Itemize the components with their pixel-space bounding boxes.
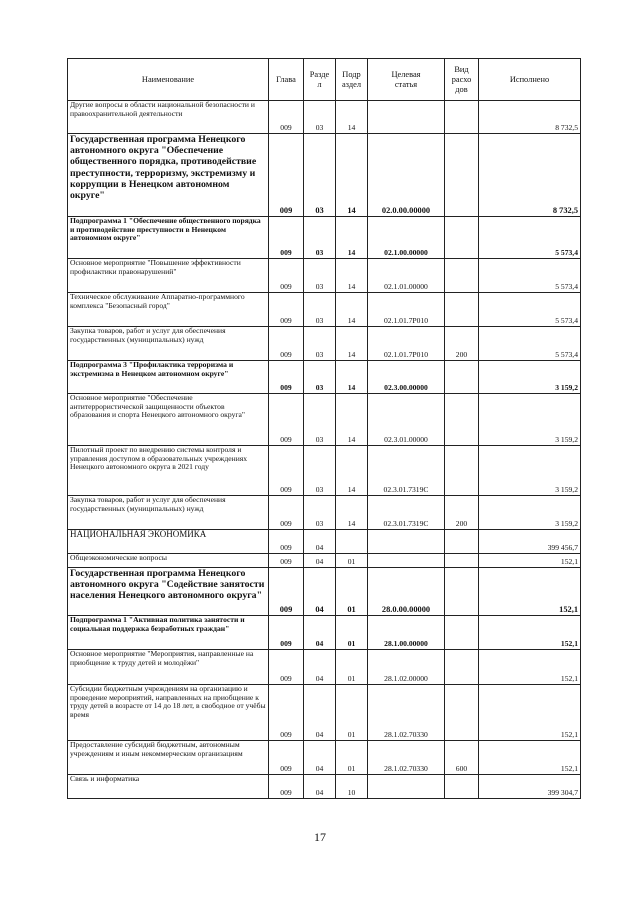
row-name-cell: Подпрограмма 1 "Обеспечение общественного порядка и противодействие преступности в Ненецком автономном округе" [68,217,269,259]
row-chapter-cell: 009 [269,741,304,775]
row-name-cell: Связь и информатика [68,775,269,799]
row-name-cell: Государственная программа Ненецкого автономного округа "Обеспечение общественного порядка, противодействие преступности, терроризму, экстремизму и коррупции в Ненецком автономном округе" [68,134,269,217]
row-target-article-cell: 02.1.01.7Р010 [368,327,445,361]
header-subsection: Подр аздел [336,59,368,101]
row-target-article-cell [368,530,445,554]
row-chapter-cell: 009 [269,616,304,650]
row-target-article-cell [368,101,445,134]
row-subsection-cell: 14 [336,394,368,446]
row-executed-cell: 5 573,4 [479,217,581,259]
row-subsection-cell: 01 [336,685,368,741]
row-target-article-cell: 28.1.02.00000 [368,650,445,685]
row-expense-type-cell [445,775,479,799]
row-subsection-cell [336,530,368,554]
row-target-article-cell: 02.3.01.7319С [368,446,445,496]
row-expense-type-cell: 600 [445,741,479,775]
row-name-cell: Подпрограмма 1 "Активная политика занятости и социальная поддержка безработных граждан" [68,616,269,650]
row-expense-type-cell [445,616,479,650]
row-name-cell: Закупка товаров, работ и услуг для обеспечения государственных (муниципальных) нужд [68,496,269,530]
table-row [68,554,581,568]
table-row [68,259,581,293]
row-chapter-cell: 009 [269,446,304,496]
table-row [68,775,581,799]
row-chapter-cell: 009 [269,554,304,568]
row-name-cell: Пилотный проект по внедрению системы контроля и управления доступом в образовательных учреждениях Ненецкого автономного округа в 2021 году [68,446,269,496]
row-chapter-cell: 009 [269,685,304,741]
row-subsection-cell: 14 [336,134,368,217]
row-section-cell: 03 [304,496,336,530]
row-section-cell: 04 [304,741,336,775]
row-expense-type-cell [445,217,479,259]
row-executed-cell: 5 573,4 [479,327,581,361]
row-target-article-cell [368,554,445,568]
row-name-cell: Техническое обслуживание Аппаратно-программного комплекса "Безопасный город" [68,293,269,327]
row-chapter-cell: 009 [269,568,304,616]
table-row [68,568,581,616]
row-name-cell: Другие вопросы в области национальной безопасности и правоохранительной деятельности [68,101,269,134]
row-subsection-cell: 10 [336,775,368,799]
row-target-article-cell [368,775,445,799]
table-body [68,101,581,799]
row-expense-type-cell [445,101,479,134]
row-expense-type-cell [445,446,479,496]
row-chapter-cell: 009 [269,259,304,293]
row-target-article-cell: 02.3.00.00000 [368,361,445,394]
row-executed-cell: 399 304,7 [479,775,581,799]
row-subsection-cell: 14 [336,361,368,394]
row-target-article-cell: 28.0.00.00000 [368,568,445,616]
table-row [68,327,581,361]
table-row [68,616,581,650]
row-section-cell: 03 [304,217,336,259]
table-row [68,496,581,530]
row-executed-cell: 3 159,2 [479,394,581,446]
row-expense-type-cell: 200 [445,496,479,530]
table-row [68,361,581,394]
row-executed-cell: 152,1 [479,650,581,685]
row-subsection-cell: 14 [336,327,368,361]
row-subsection-cell: 01 [336,741,368,775]
row-expense-type-cell [445,685,479,741]
row-target-article-cell: 02.1.01.7Р010 [368,293,445,327]
row-expense-type-cell [445,568,479,616]
table-row [68,530,581,554]
row-expense-type-cell [445,530,479,554]
table-row [68,293,581,327]
row-target-article-cell: 02.1.01.00000 [368,259,445,293]
row-target-article-cell: 28.1.02.70330 [368,741,445,775]
row-target-article-cell: 02.3.01.7319С [368,496,445,530]
row-executed-cell: 3 159,2 [479,446,581,496]
row-chapter-cell: 009 [269,134,304,217]
row-subsection-cell: 01 [336,554,368,568]
row-executed-cell: 399 456,7 [479,530,581,554]
row-name-cell: Подпрограмма 3 "Профилактика терроризма и экстремизма в Ненецком автономном округе" [68,361,269,394]
row-name-cell: Субсидии бюджетным учреждениям на организацию и проведение мероприятий, направленных на приобщение к труду детей в возрасте от 14 до 18 лет, в свободное от учёбы время [68,685,269,741]
header-expense-type: Вид расхо дов [445,59,479,101]
row-expense-type-cell [445,134,479,217]
row-chapter-cell: 009 [269,327,304,361]
row-executed-cell: 152,1 [479,554,581,568]
header-target-article: Целевая статья [368,59,445,101]
row-section-cell: 03 [304,293,336,327]
row-section-cell: 04 [304,568,336,616]
row-target-article-cell: 02.3.01.00000 [368,394,445,446]
table-row [68,446,581,496]
table-header-row [68,59,581,101]
row-subsection-cell: 14 [336,217,368,259]
row-section-cell: 03 [304,259,336,293]
row-section-cell: 04 [304,650,336,685]
row-executed-cell: 8 732,5 [479,134,581,217]
row-chapter-cell: 009 [269,394,304,446]
row-chapter-cell: 009 [269,496,304,530]
table-row [68,685,581,741]
row-expense-type-cell [445,650,479,685]
row-expense-type-cell [445,394,479,446]
row-target-article-cell: 02.1.00.00000 [368,217,445,259]
row-section-cell: 03 [304,361,336,394]
table-row [68,741,581,775]
row-name-cell: Закупка товаров, работ и услуг для обеспечения государственных (муниципальных) нужд [68,327,269,361]
row-name-cell: Общеэкономические вопросы [68,554,269,568]
row-target-article-cell: 28.1.00.00000 [368,616,445,650]
row-expense-type-cell [445,361,479,394]
row-subsection-cell: 01 [336,650,368,685]
row-expense-type-cell [445,554,479,568]
row-subsection-cell: 14 [336,496,368,530]
row-name-cell: Предоставление субсидий бюджетным, автономным учреждениям и иным некоммерческим организациям [68,741,269,775]
row-chapter-cell: 009 [269,217,304,259]
row-section-cell: 03 [304,446,336,496]
row-executed-cell: 3 159,2 [479,496,581,530]
row-target-article-cell: 28.1.02.70330 [368,685,445,741]
row-chapter-cell: 009 [269,650,304,685]
row-subsection-cell: 01 [336,568,368,616]
row-name-cell: НАЦИОНАЛЬНАЯ ЭКОНОМИКА [68,530,269,554]
header-chapter: Глава [269,59,304,101]
table-row [68,217,581,259]
row-section-cell: 03 [304,134,336,217]
row-executed-cell: 152,1 [479,685,581,741]
row-chapter-cell: 009 [269,101,304,134]
table-row [68,394,581,446]
row-executed-cell: 5 573,4 [479,293,581,327]
header-executed: Исполнено [479,59,581,101]
row-expense-type-cell: 200 [445,327,479,361]
row-subsection-cell: 14 [336,259,368,293]
row-target-article-cell: 02.0.00.00000 [368,134,445,217]
row-chapter-cell: 009 [269,775,304,799]
row-executed-cell: 8 732,5 [479,101,581,134]
row-executed-cell: 152,1 [479,568,581,616]
row-section-cell: 03 [304,394,336,446]
row-subsection-cell: 14 [336,101,368,134]
table-row [68,101,581,134]
row-executed-cell: 152,1 [479,616,581,650]
header-section: Разде л [304,59,336,101]
row-chapter-cell: 009 [269,293,304,327]
row-subsection-cell: 14 [336,446,368,496]
row-section-cell: 04 [304,554,336,568]
row-section-cell: 04 [304,685,336,741]
row-executed-cell: 5 573,4 [479,259,581,293]
row-section-cell: 04 [304,616,336,650]
row-section-cell: 04 [304,530,336,554]
row-name-cell: Государственная программа Ненецкого автономного округа "Содействие занятости населения Ненецкого автономного округа" [68,568,269,616]
row-section-cell: 03 [304,327,336,361]
row-chapter-cell: 009 [269,530,304,554]
row-name-cell: Основное мероприятие "Мероприятия, направленные на приобщение к труду детей и молодёжи" [68,650,269,685]
row-expense-type-cell [445,293,479,327]
row-expense-type-cell [445,259,479,293]
row-chapter-cell: 009 [269,361,304,394]
row-section-cell: 03 [304,101,336,134]
row-executed-cell: 3 159,2 [479,361,581,394]
row-subsection-cell: 01 [336,616,368,650]
table-row [68,134,581,217]
row-subsection-cell: 14 [336,293,368,327]
row-executed-cell: 152,1 [479,741,581,775]
page-number: 17 [314,830,326,844]
budget-execution-table [67,58,581,799]
table-row [68,650,581,685]
row-name-cell: Основное мероприятие "Повышение эффективности профилактики правонарушений" [68,259,269,293]
row-section-cell: 04 [304,775,336,799]
row-name-cell: Основное мероприятие "Обеспечение антитеррористической защищенности объектов образования и спорта Ненецкого автономного округа" [68,394,269,446]
header-name: Наименование [68,59,269,101]
